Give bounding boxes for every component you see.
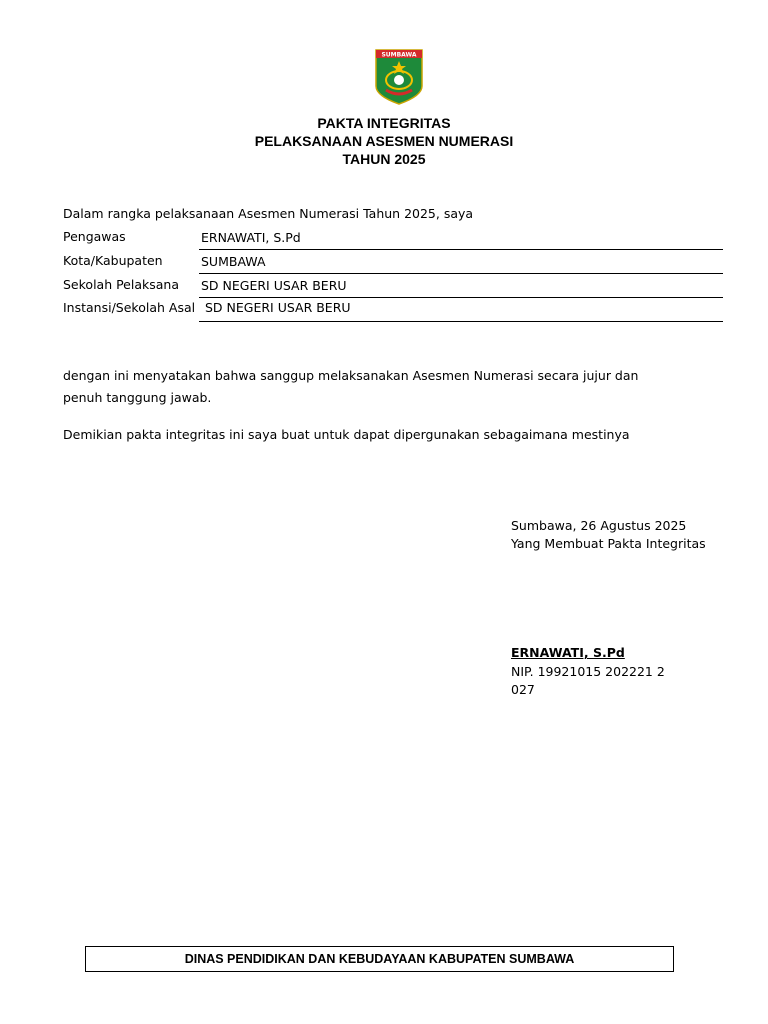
statement-text: dengan ini menyatakan bahwa sanggup melaksanakan Asesmen Numerasi secara jujur dan [63, 368, 639, 383]
sumbawa-crest-icon [374, 48, 424, 106]
document-subtitle: PELAKSANAAN ASESMEN NUMERASI [254, 133, 514, 149]
field-label-pengawas: Pengawas [63, 229, 126, 244]
field-value-kota: SUMBAWA [201, 254, 266, 269]
svg-text:SUMBAWA: SUMBAWA [381, 51, 417, 59]
signer-name: ERNAWATI, S.Pd [511, 645, 625, 660]
field-value-sekolah-pelaksana: SD NEGERI USAR BERU [201, 278, 347, 293]
field-underline [199, 297, 723, 298]
signer-nip-cont: 027 [511, 682, 535, 697]
signer-role: Yang Membuat Pakta Integritas [511, 536, 706, 551]
field-underline [199, 273, 723, 274]
footer-agency: DINAS PENDIDIKAN DAN KEBUDAYAAN KABUPATEN SUMBAWA [85, 946, 674, 972]
field-value-instansi: SD NEGERI USAR BERU [205, 300, 351, 315]
place-date: Sumbawa, 26 Agustus 2025 [511, 518, 687, 533]
field-underline [199, 249, 723, 250]
statement-text-cont: penuh tanggung jawab. [63, 390, 212, 405]
intro-text: Dalam rangka pelaksanaan Asesmen Numerasi Tahun 2025, saya [63, 206, 474, 221]
field-label-instansi: Instansi/Sekolah Asal [63, 300, 196, 315]
document-year: TAHUN 2025 [342, 151, 426, 167]
field-underline [199, 321, 723, 322]
field-label-sekolah-pelaksana: Sekolah Pelaksana [63, 277, 180, 292]
signer-nip: NIP. 19921015 202221 2 [511, 664, 665, 679]
closing-text: Demikian pakta integritas ini saya buat untuk dapat dipergunakan sebagaimana mestinya [63, 427, 630, 442]
field-label-kota: Kota/Kabupaten [63, 253, 163, 268]
document-title: PAKTA INTEGRITAS [317, 115, 451, 131]
field-value-pengawas: ERNAWATI, S.Pd [201, 230, 301, 245]
